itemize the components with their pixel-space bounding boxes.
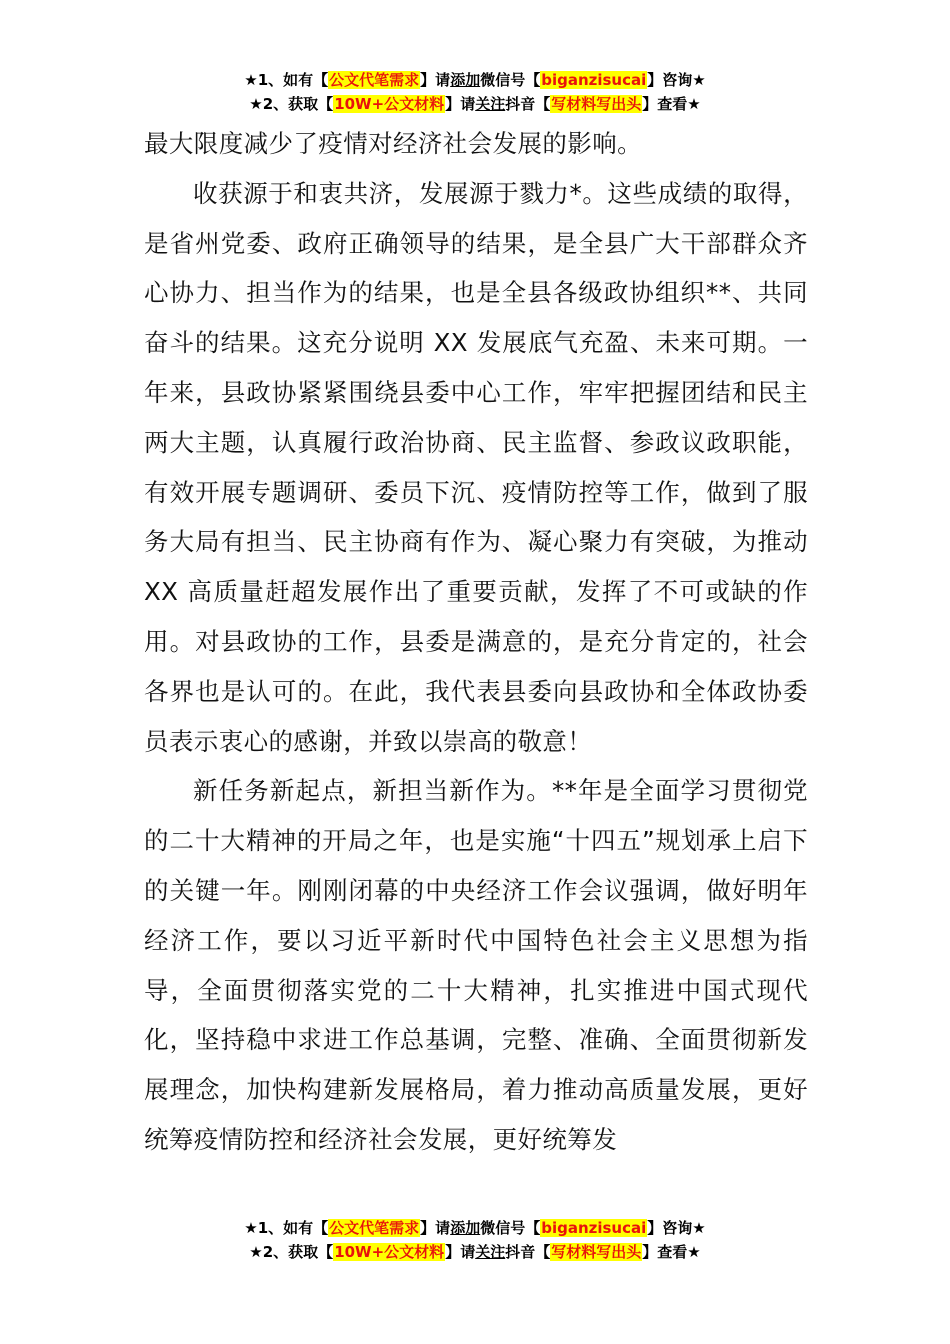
promo-text: 微信号【 (480, 71, 541, 89)
promo-text: ★1、如有【 (244, 1219, 329, 1237)
promo-line-1 (0, 1216, 950, 1240)
promo-text: 微信号【 (480, 1219, 541, 1237)
promo-text: 】查看★ (642, 1243, 701, 1261)
promo-wechat-id: biganzisucai (541, 71, 647, 89)
promo-text: 】请 (445, 1243, 476, 1261)
promo-highlight: 10W+公文材料 (334, 95, 445, 113)
promo-text: 抖音【 (505, 1243, 551, 1261)
paragraph: 收获源于和衷共济，发展源于戮力*。这些成绩的取得，是省州党委、政府正确领导的结果，是全县广大干部群众齐心协力、担当作为的结果，也是全县各级政协组织**、共同奋斗的结果。这充分说明 XX 发展底气充盈、未来可期。一年来，县政协紧紧围绕县委中心工作，牢牢把握团结和民主两大主题，认真履行政治协商、民主监督、参政议政职能，有效开展专题调研、委员下沉、疫情防控等工作，做到了服务大局有担当、民主协商有作为、凝心聚力有突破，为推动 XX 高质量赶超发展作出了重要贡献，发挥了不可或缺的作用。对县政协的工作，县委是满意的，是充分肯定的，社会各界也是认可的。在此，我代表县委向县政协和全体政协委员表示衷心的感谢，并致以崇高的敬意！ (144, 178, 808, 756)
promo-line-1 (0, 68, 950, 92)
paragraph-continuation: 最大限度减少了疫情对经济社会发展的影响。 (144, 129, 642, 158)
promo-douyin-id: 写材料写出头 (551, 95, 642, 113)
promo-text: 】咨询★ (647, 1219, 706, 1237)
document-body (144, 119, 808, 1165)
promo-text: ★1、如有【 (244, 71, 329, 89)
header-promo-banner (0, 68, 950, 116)
promo-douyin-id: 写材料写出头 (551, 1243, 642, 1261)
promo-wechat-id: biganzisucai (541, 1219, 647, 1237)
promo-line-2 (0, 92, 950, 116)
promo-underlined-text: 添加 (450, 1219, 481, 1237)
promo-text: 】查看★ (642, 95, 701, 113)
paragraph: 新任务新起点，新担当新作为。**年是全面学习贯彻党的二十大精神的开局之年，也是实施“十四五”规划承上启下的关键一年。刚刚闭幕的中央经济工作会议强调，做好明年经济工作，要以习近平新时代中国特色社会主义思想为指导，全面贯彻落实党的二十大精神，扎实推进中国式现代化，坚持稳中求进工作总基调，完整、准确、全面贯彻新发展理念，加快构建新发展格局，着力推动高质量发展，更好统筹疫情防控和经济社会发展，更好统筹发 (144, 776, 808, 1154)
promo-highlight: 公文代笔需求 (329, 71, 420, 89)
promo-text: 】请 (420, 1219, 451, 1237)
promo-text: 抖音【 (505, 95, 551, 113)
promo-underlined-text: 关注 (475, 95, 506, 113)
promo-line-2 (0, 1240, 950, 1264)
promo-text: ★2、获取【 (249, 95, 334, 113)
promo-underlined-text: 添加 (450, 71, 481, 89)
promo-text: 】咨询★ (647, 71, 706, 89)
promo-text: ★2、获取【 (249, 1243, 334, 1261)
promo-highlight: 公文代笔需求 (329, 1219, 420, 1237)
footer-promo-banner (0, 1216, 950, 1264)
promo-text: 】请 (420, 71, 451, 89)
promo-text: 】请 (445, 95, 476, 113)
promo-highlight: 10W+公文材料 (334, 1243, 445, 1261)
promo-underlined-text: 关注 (475, 1243, 506, 1261)
